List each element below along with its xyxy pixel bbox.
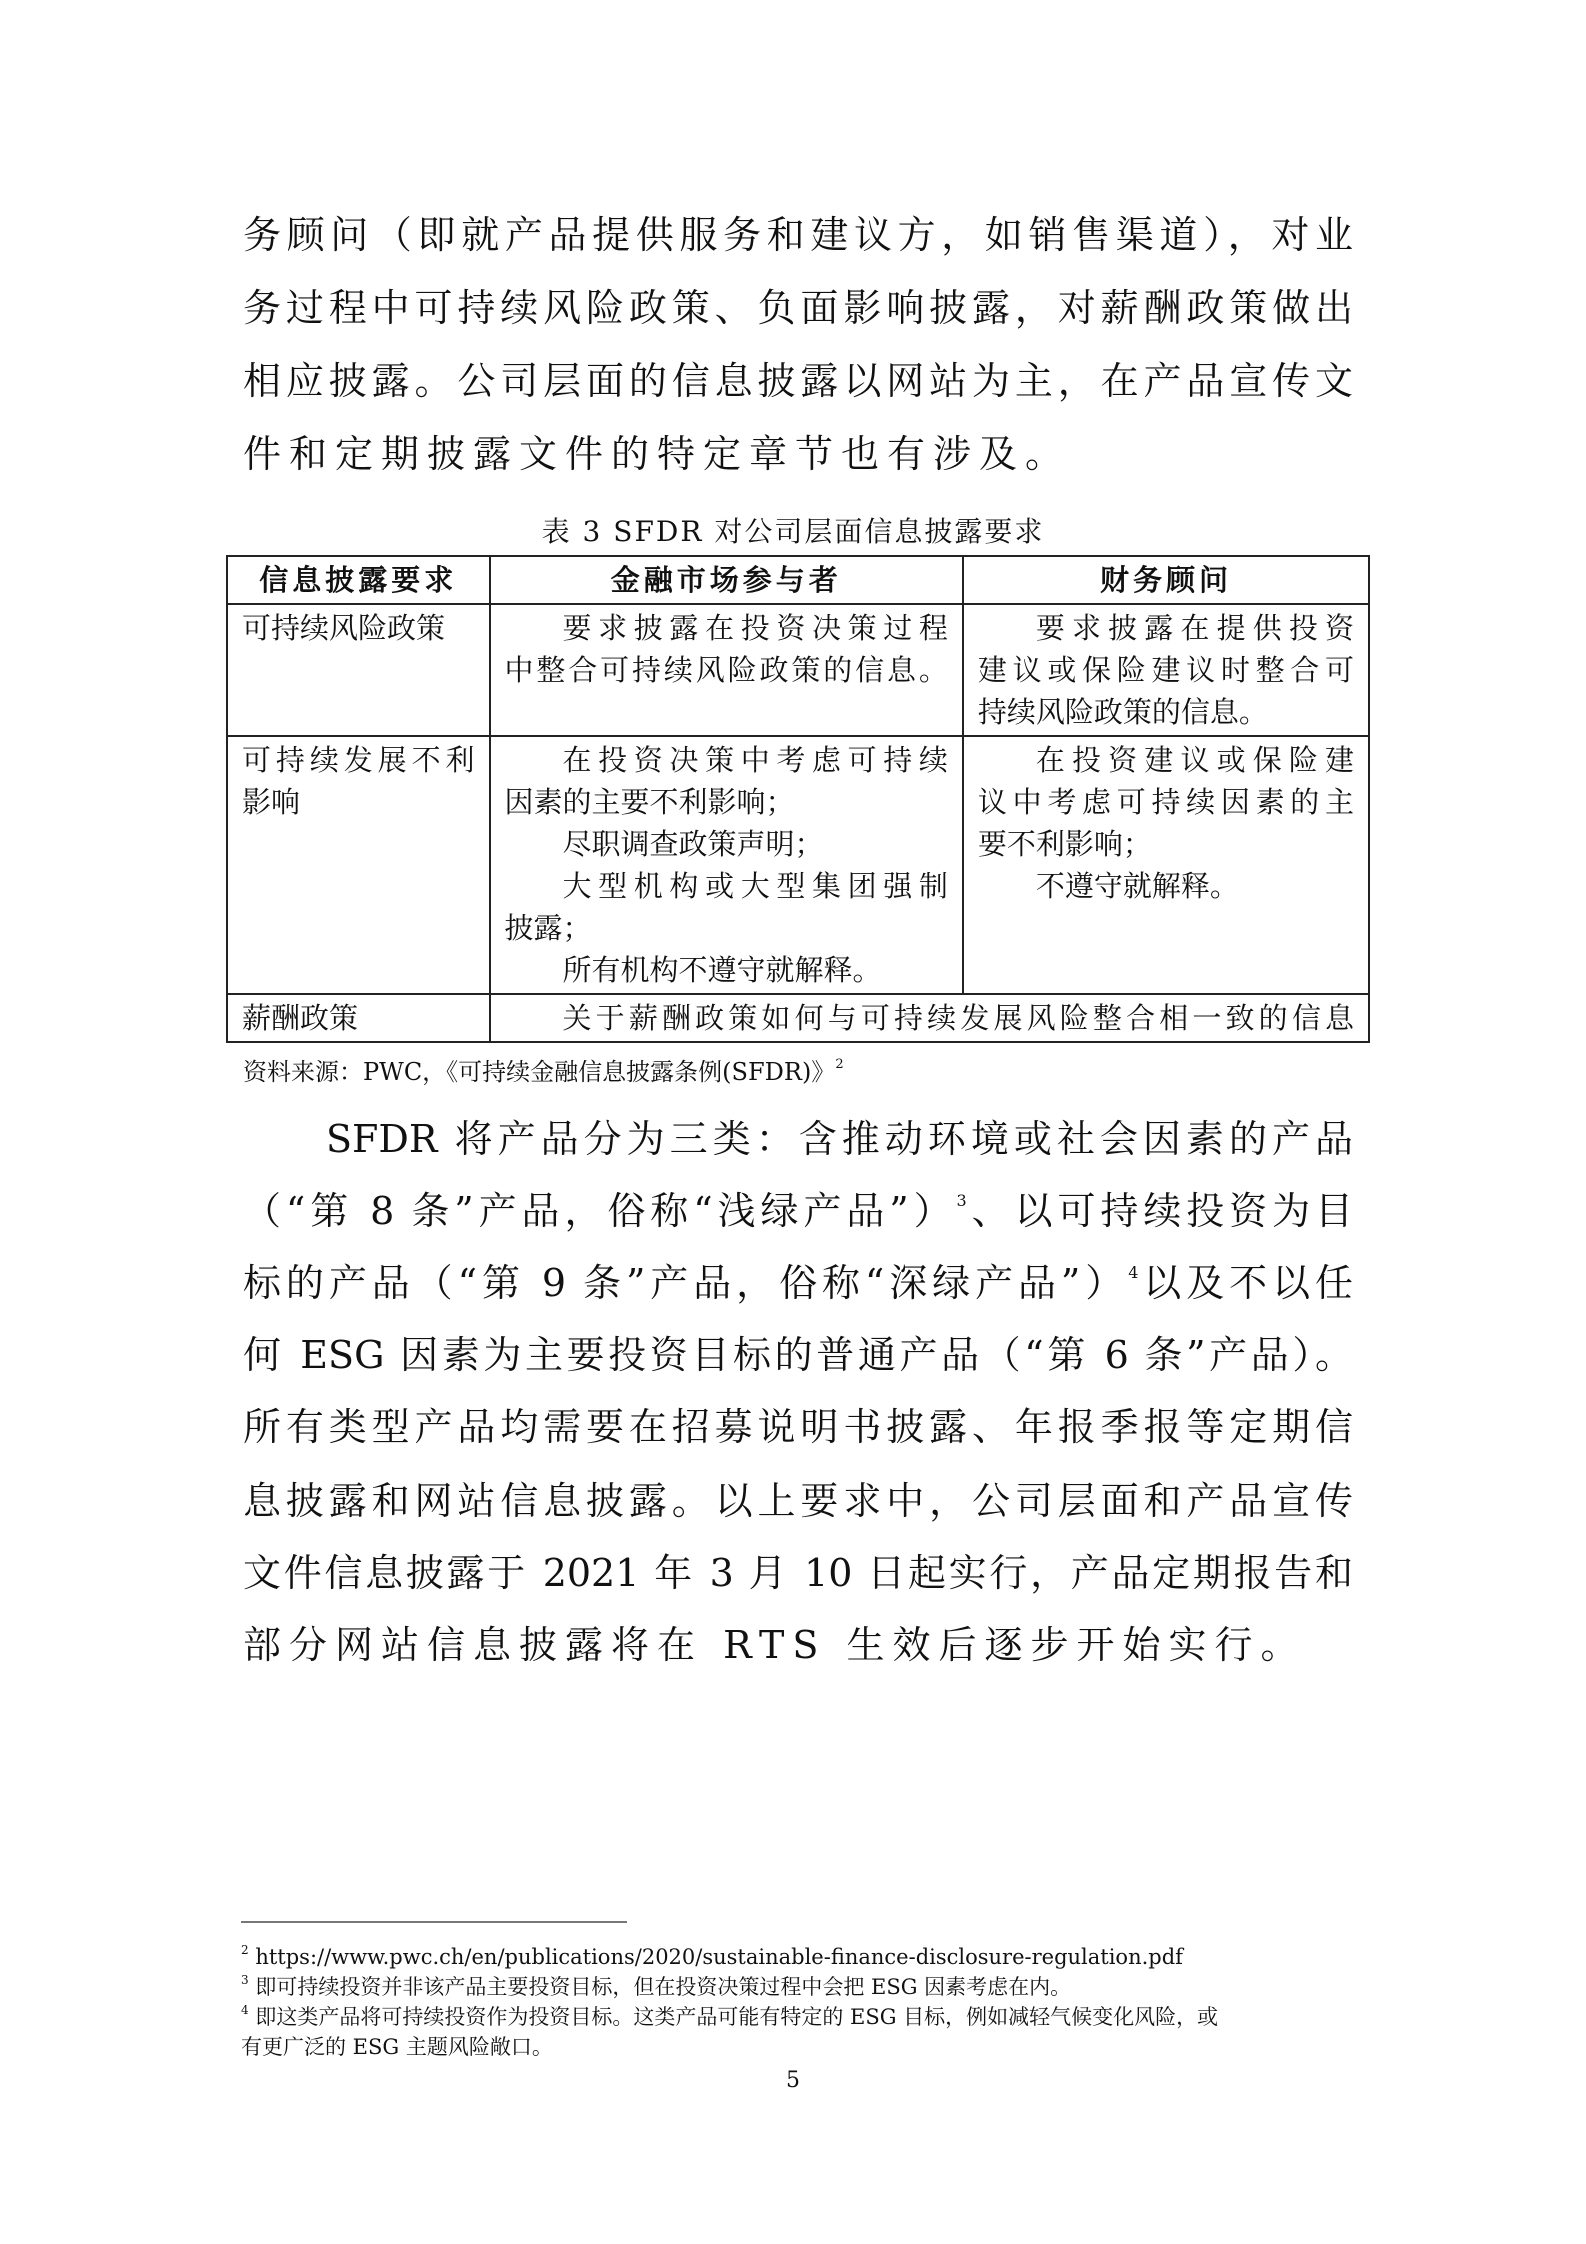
table-cell-merged bbox=[490, 994, 1369, 1042]
text-line: 所有类型产品均需要在招募说明书披露、年报季报等定期信 bbox=[243, 1405, 1353, 1449]
text-line: 务顾问（即就产品提供服务和建议方，如销售渠道），对业 bbox=[243, 213, 1353, 257]
header-cell: 财务顾问 bbox=[963, 556, 1369, 604]
cell-line: 在投资决策中考虑可持续 bbox=[562, 743, 948, 777]
footnote-link[interactable]: https://www.pwc.ch/en/publications/2020/sustainable-finance-disclosure-regulation.pdf bbox=[255, 1945, 1183, 1969]
cell-line: 建议或保险建议时整合可 bbox=[977, 653, 1354, 687]
text-line: 文件信息披露于 2021 年 3 月 10 日起实行，产品定期报告和 bbox=[243, 1551, 1353, 1595]
table-cell bbox=[227, 604, 490, 736]
cell-line: 不遵守就解释。 bbox=[1035, 869, 1239, 903]
table-cell bbox=[227, 994, 490, 1042]
footnote: $^3$ 即可持续投资并非该产品主要投资目标，但在投资决策过程中会把 ESG 因素考虑在内。 bbox=[241, 1973, 1072, 1999]
table-cell bbox=[490, 604, 963, 736]
cell-line: 披露； bbox=[504, 911, 592, 945]
cell-line: 持续风险政策的信息。 bbox=[977, 695, 1268, 729]
header-cell: 信息披露要求 bbox=[227, 556, 490, 604]
header-cell: 金融市场参与者 bbox=[490, 556, 963, 604]
table-cell bbox=[963, 736, 1369, 994]
cell-line: 在投资建议或保险建 bbox=[1035, 743, 1354, 777]
footnote-ref: 4 bbox=[1128, 1263, 1139, 1282]
footnote-ref: 3 bbox=[956, 1191, 967, 1210]
cell-line: 影响 bbox=[242, 785, 301, 819]
cell-line: 薪酬政策 bbox=[242, 1001, 359, 1035]
text-line: 相应披露。公司层面的信息披露以网站为主，在产品宣传文 bbox=[243, 359, 1353, 403]
table-source bbox=[243, 1052, 844, 1087]
disclosure-table bbox=[226, 555, 1370, 1043]
table-cell bbox=[490, 736, 963, 994]
cell-line: 可持续发展不利 bbox=[242, 743, 475, 777]
text-line: SFDR 将产品分为三类：含推动环境或社会因素的产品 bbox=[326, 1117, 1353, 1161]
footnote-divider bbox=[241, 1921, 627, 1923]
table-cell bbox=[227, 736, 490, 994]
text-line: 标的产品（“第 9 条”产品，俗称“深绿产品”）$^4$以及不以任 bbox=[243, 1261, 1353, 1305]
table-caption: 表 3 SFDR 对公司层面信息披露要求 bbox=[541, 515, 1045, 548]
page-number: 5 bbox=[786, 2068, 800, 2093]
table-row bbox=[227, 994, 1369, 1042]
footnote-ref: 2 bbox=[835, 1057, 844, 1072]
footnote: 有更广泛的 ESG 主题风险敞口。 bbox=[241, 2035, 553, 2059]
cell-line: 关于薪酬政策如何与可持续发展风险整合相一致的信息 bbox=[562, 1001, 1354, 1035]
text-line: 件和定期披露文件的特定章节也有涉及。 bbox=[243, 432, 1072, 476]
text-line: 部分网站信息披露将在 RTS 生效后逐步开始实行。 bbox=[243, 1623, 1307, 1667]
text-line: 何 ESG 因素为主要投资目标的普通产品（“第 6 条”产品）。 bbox=[243, 1333, 1353, 1377]
cell-line: 议中考虑可持续因素的主 bbox=[977, 785, 1354, 819]
footnote: $^2$ https://www.pwc.ch/en/publications/2020/sustainable-finance-disclosure-regulation.pdf bbox=[241, 1943, 1183, 1969]
source-text: 资料来源：PWC，《可持续金融信息披露条例(SFDR)》 bbox=[243, 1058, 836, 1086]
table-cell bbox=[963, 604, 1369, 736]
text-line: 务过程中可持续风险政策、负面影响披露，对薪酬政策做出 bbox=[243, 286, 1353, 330]
cell-line: 要求披露在提供投资 bbox=[1035, 611, 1354, 645]
text-line: （“第 8 条”产品，俗称“浅绿产品”）$^3$、以可持续投资为目 bbox=[243, 1189, 1353, 1233]
cell-line: 可持续风险政策 bbox=[242, 611, 446, 645]
cell-line: 大型机构或大型集团强制 bbox=[562, 869, 948, 903]
table-row bbox=[227, 604, 1369, 736]
table-header-row bbox=[227, 556, 1369, 604]
cell-line: 所有机构不遵守就解释。 bbox=[562, 953, 882, 987]
text-line: 息披露和网站信息披露。以上要求中，公司层面和产品宣传 bbox=[243, 1479, 1353, 1523]
cell-line: 中整合可持续风险政策的信息。 bbox=[504, 653, 948, 687]
footnote: $^4$ 即这类产品将可持续投资作为投资目标。这类产品可能有特定的 ESG 目标，例如减轻气候变化风险，或 bbox=[241, 2003, 1219, 2029]
cell-line: 要不利影响； bbox=[977, 827, 1152, 861]
cell-line: 要求披露在投资决策过程 bbox=[562, 611, 948, 645]
cell-line: 因素的主要不利影响； bbox=[504, 785, 795, 819]
table-row bbox=[227, 736, 1369, 994]
cell-line: 尽职调查政策声明； bbox=[562, 827, 824, 861]
